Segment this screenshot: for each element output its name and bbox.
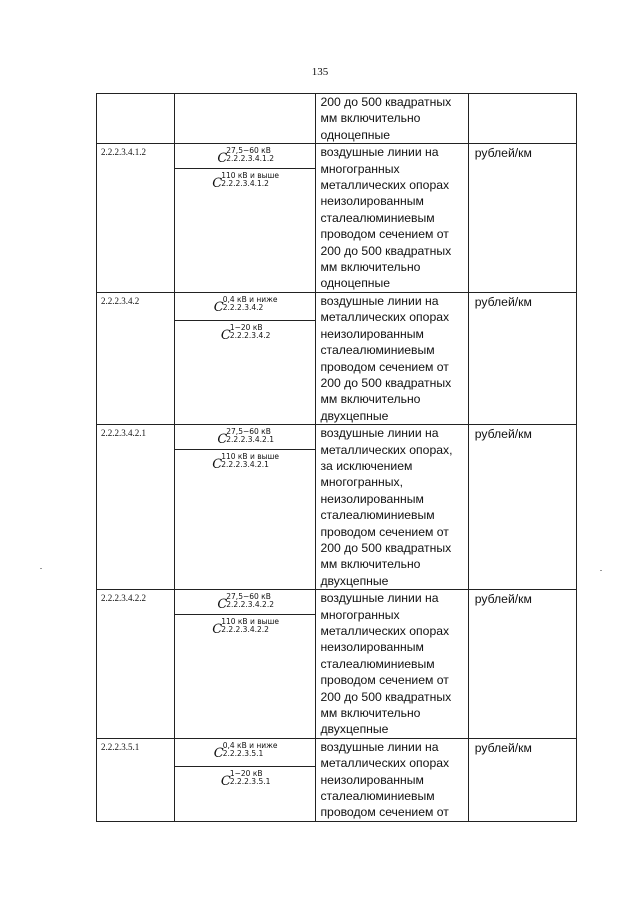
code-cell bbox=[97, 94, 175, 144]
unit-cell bbox=[468, 292, 576, 424]
symbol-letter: C bbox=[217, 597, 228, 613]
unit-text: рублей/км bbox=[474, 740, 532, 755]
symbol-subscript: 2.2.2.3.4.1.2 bbox=[221, 179, 269, 189]
symbol-superscript: 1−20 кВ bbox=[229, 768, 263, 778]
description-cell bbox=[316, 94, 468, 144]
description-cell bbox=[316, 738, 468, 821]
description-cell bbox=[316, 425, 468, 590]
page-number: 135 bbox=[311, 66, 329, 78]
description-cell bbox=[316, 144, 468, 293]
unit-text: рублей/км bbox=[474, 427, 532, 442]
description-text: воздушные линии на металлических опорах неизолированным сталеалюминиевым проводом сечением от bbox=[320, 739, 450, 820]
symbol-letter: C bbox=[212, 457, 223, 473]
unit-cell bbox=[468, 738, 576, 821]
tariff-symbol bbox=[175, 739, 315, 766]
description-text: 200 до 500 квадратных мм включительно одноцепные bbox=[320, 95, 452, 142]
symbol-cell bbox=[175, 94, 316, 144]
tariff-symbol bbox=[175, 168, 315, 193]
symbol-letter: C bbox=[213, 299, 224, 315]
code-cell bbox=[97, 738, 175, 821]
unit-text: рублей/км bbox=[474, 294, 532, 309]
symbol-subscript: 2.2.2.3.4.1.2 bbox=[226, 154, 274, 164]
symbol-letter: C bbox=[217, 151, 228, 167]
unit-cell bbox=[468, 94, 576, 144]
symbol-superscript: 110 кВ и выше bbox=[221, 452, 280, 462]
unit-cell bbox=[468, 425, 576, 590]
symbol-superscript: 0,4 кВ и ниже bbox=[222, 740, 278, 750]
symbol-subscript: 2.2.2.3.4.2 bbox=[222, 302, 264, 312]
table-row-continuation bbox=[97, 94, 577, 144]
scan-dot bbox=[40, 568, 42, 569]
tariff-symbol bbox=[175, 320, 315, 345]
tariff-symbol bbox=[175, 144, 315, 168]
tariff-symbol bbox=[175, 614, 315, 639]
tariff-symbol bbox=[175, 449, 315, 474]
row-code: 2.2.2.3.4.1.2 bbox=[101, 147, 146, 158]
symbol-superscript: 110 кВ и выше bbox=[221, 617, 280, 627]
tariff-table bbox=[96, 93, 577, 822]
symbol-cell bbox=[175, 144, 316, 293]
description-cell bbox=[316, 590, 468, 739]
symbol-letter: C bbox=[217, 432, 228, 448]
symbol-subscript: 2.2.2.3.4.2 bbox=[229, 330, 271, 340]
code-cell bbox=[97, 144, 175, 293]
symbol-superscript: 27,5−60 кВ bbox=[226, 592, 271, 602]
description-text: воздушные линии на металлических опорах, за исключением многогранных, неизолированным сталеалюминиевым проводом сечением от 200 до 500 квадратных мм включительно двухцепные bbox=[320, 426, 453, 588]
row-code: 2.2.2.3.4.2.2 bbox=[101, 593, 146, 604]
symbol-superscript: 27,5−60 кВ bbox=[226, 427, 271, 437]
description-text: воздушные линии на многогранных металлических опорах неизолированным сталеалюминиевым проводом сечением от 200 до 500 квадратных мм включительно одноцепные bbox=[320, 145, 452, 291]
code-cell bbox=[97, 292, 175, 424]
tariff-symbol bbox=[175, 293, 315, 320]
tariff-symbol bbox=[175, 590, 315, 614]
code-cell bbox=[97, 425, 175, 590]
table-row bbox=[97, 425, 577, 590]
tariff-symbol bbox=[175, 425, 315, 449]
symbol-letter: C bbox=[220, 773, 231, 789]
tariff-symbol bbox=[175, 766, 315, 791]
description-cell bbox=[316, 292, 468, 424]
description-text: воздушные линии на многогранных металлических опорах неизолированным сталеалюминиевым проводом сечением от 200 до 500 квадратных мм включительно двухцепные bbox=[320, 591, 452, 737]
unit-cell bbox=[468, 590, 576, 739]
unit-text: рублей/км bbox=[474, 146, 532, 161]
symbol-superscript: 27,5−60 кВ bbox=[226, 146, 271, 156]
symbol-cell bbox=[175, 292, 316, 424]
row-code: 2.2.2.3.5.1 bbox=[101, 741, 140, 752]
table-row bbox=[97, 738, 577, 821]
symbol-subscript: 2.2.2.3.4.2.1 bbox=[226, 435, 274, 445]
description-text: воздушные линии на металлических опорах неизолированным сталеалюминиевым проводом сечением от 200 до 500 квадратных мм включительно двухцепные bbox=[320, 293, 452, 423]
symbol-superscript: 110 кВ и выше bbox=[221, 171, 280, 181]
symbol-letter: C bbox=[213, 745, 224, 761]
symbol-subscript: 2.2.2.3.5.1 bbox=[222, 748, 264, 758]
table-row bbox=[97, 144, 577, 293]
symbol-subscript: 2.2.2.3.4.2.2 bbox=[221, 625, 269, 635]
row-code: 2.2.2.3.4.2 bbox=[101, 295, 140, 306]
symbol-cell bbox=[175, 425, 316, 590]
symbol-letter: C bbox=[212, 176, 223, 192]
symbol-superscript: 1−20 кВ bbox=[229, 322, 263, 332]
scan-dot bbox=[600, 570, 602, 571]
symbol-subscript: 2.2.2.3.5.1 bbox=[229, 776, 271, 786]
unit-text: рублей/км bbox=[474, 592, 532, 607]
symbol-letter: C bbox=[220, 327, 231, 343]
table-row bbox=[97, 590, 577, 739]
symbol-subscript: 2.2.2.3.4.2.1 bbox=[221, 460, 269, 470]
table-row bbox=[97, 292, 577, 424]
symbol-cell bbox=[175, 738, 316, 821]
unit-cell bbox=[468, 144, 576, 293]
symbol-subscript: 2.2.2.3.4.2.2 bbox=[226, 600, 274, 610]
symbol-superscript: 0,4 кВ и ниже bbox=[222, 294, 278, 304]
symbol-letter: C bbox=[212, 622, 223, 638]
code-cell bbox=[97, 590, 175, 739]
row-code: 2.2.2.3.4.2.1 bbox=[101, 428, 146, 439]
symbol-cell bbox=[175, 590, 316, 739]
